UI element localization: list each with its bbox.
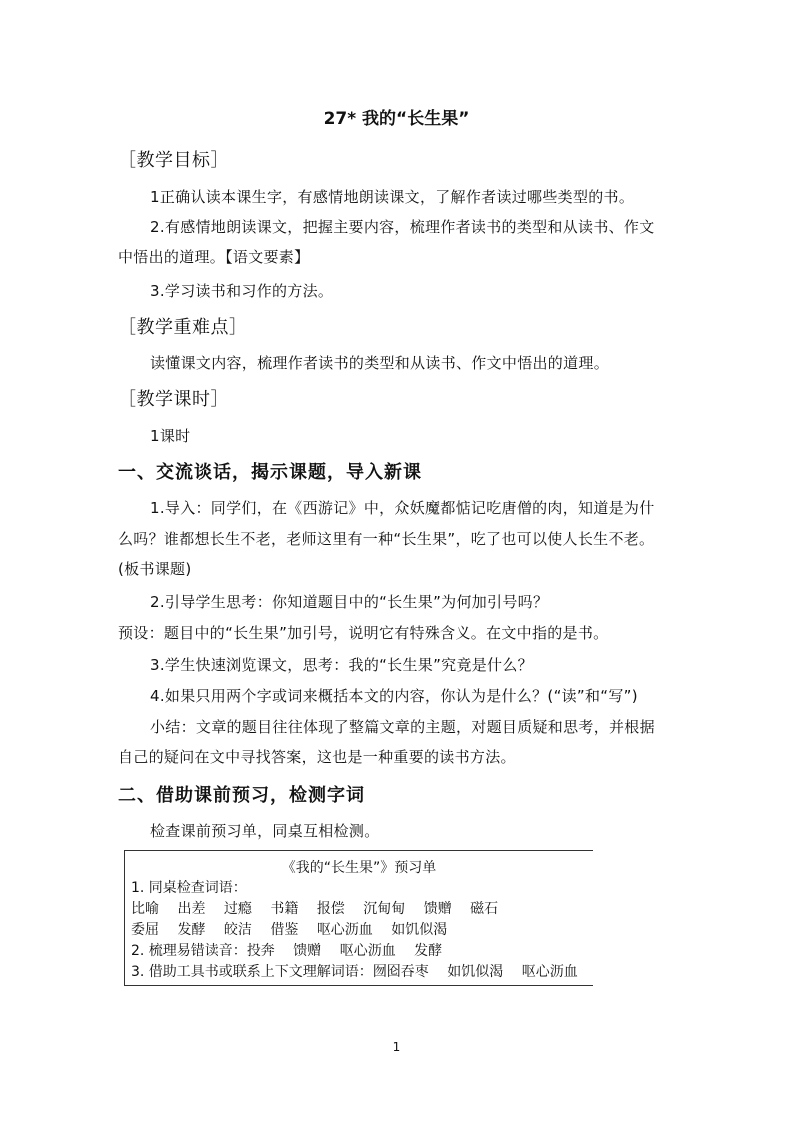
part1-p1-line-2: 么吗？谁都想长生不老，老师这里有一种“长生果”，吃了也可以使人长生不老。: [118, 530, 655, 548]
word: 委屈: [131, 922, 159, 938]
difficulty-heading: ［教学重难点］: [118, 317, 248, 338]
preview-sheet: [124, 850, 593, 986]
part1-p2-preset: 预设：题目中的“长生果”加引号，说明它有特殊含义。在文中指的是书。: [118, 624, 609, 642]
goal-item-2-line-2: 中悟出的道理。【语文要素】: [118, 248, 310, 266]
word: 借鉴: [270, 922, 299, 938]
word: 报偿: [316, 901, 345, 917]
preview-question-3: [131, 961, 592, 981]
part1-p2: 2.引导学生思考：你知道题目中的“长生果”为何加引号吗？: [150, 593, 549, 611]
word: 皎洁: [223, 922, 252, 938]
word: 如饥似渴: [447, 964, 504, 980]
part1-summary-line-2: 自己的疑问在文中寻找答案，这也是一种重要的读书方法。: [118, 748, 516, 766]
preview-word-row-2: [131, 919, 461, 939]
hours-heading: ［教学课时］: [118, 389, 229, 410]
preview-sheet-title: 《我的“长生果”》预习单: [281, 860, 437, 876]
lesson-title: 27* 我的“长生果”: [323, 109, 470, 129]
word: 投奔: [246, 943, 275, 959]
word: 出差: [177, 901, 206, 917]
part2-heading: 二、借助课前预习，检测字词: [118, 785, 365, 806]
part1-summary-line-1: 小结：文章的题目往往体现了整篇文章的主题，对题目质疑和思考，并根据: [150, 718, 655, 736]
part1-heading: 一、交流谈话，揭示课题，导入新课: [118, 462, 422, 483]
preview-question-1: 1. 同桌检查词语：: [131, 880, 247, 896]
hours-text: 1课时: [150, 427, 191, 445]
goal-item-3: 3.学习读书和习作的方法。: [150, 282, 334, 300]
goal-item-1: 1正确认读本课生字，有感情地朗读课文，了解作者读过哪些类型的书。: [150, 188, 635, 206]
word: 呕心沥血: [316, 922, 373, 938]
part2-text: 检查课前预习单，同桌互相检测。: [150, 822, 380, 840]
part1-p4: 4.如果只用两个字或词来概括本文的内容，你认为是什么？(“读”和“写”): [150, 687, 638, 705]
word: 磁石: [470, 901, 499, 917]
difficulty-text: 读懂课文内容，梳理作者读书的类型和从读书、作文中悟出的道理。: [150, 354, 610, 372]
word: 过瘾: [223, 901, 252, 917]
goals-heading: ［教学目标］: [118, 150, 229, 171]
word: 比喻: [131, 901, 159, 917]
word: 如饥似渴: [391, 922, 448, 938]
part1-p1-line-3: (板书课题): [118, 560, 192, 578]
goal-item-2-line-1: 2.有感情地朗读课文，把握主要内容，梳理作者读书的类型和从读书、作文: [150, 218, 655, 236]
word: 发酵: [414, 943, 443, 959]
word: 囫囵吞枣: [372, 964, 429, 980]
part1-p1-line-1: 1.导入：同学们，在《西游记》中，众妖魔都惦记吃唐僧的肉，知道是为什: [150, 499, 655, 517]
question-label: 2. 梳理易错读音：: [131, 943, 247, 959]
word: 书籍: [270, 901, 299, 917]
word: 呕心沥血: [521, 964, 578, 980]
word: 馈赠: [293, 943, 322, 959]
word: 发酵: [177, 922, 206, 938]
word: 沉甸甸: [363, 901, 406, 917]
page-number: 1: [392, 1040, 401, 1054]
part1-p3: 3.学生快速浏览课文，思考：我的“长生果”究竟是什么？: [150, 656, 533, 674]
question-label: 3. 借助工具书或联系上下文理解词语：: [131, 964, 373, 980]
preview-question-2: [131, 940, 456, 960]
word: 呕心沥血: [339, 943, 396, 959]
preview-word-row-1: [131, 898, 512, 918]
word: 馈赠: [423, 901, 452, 917]
